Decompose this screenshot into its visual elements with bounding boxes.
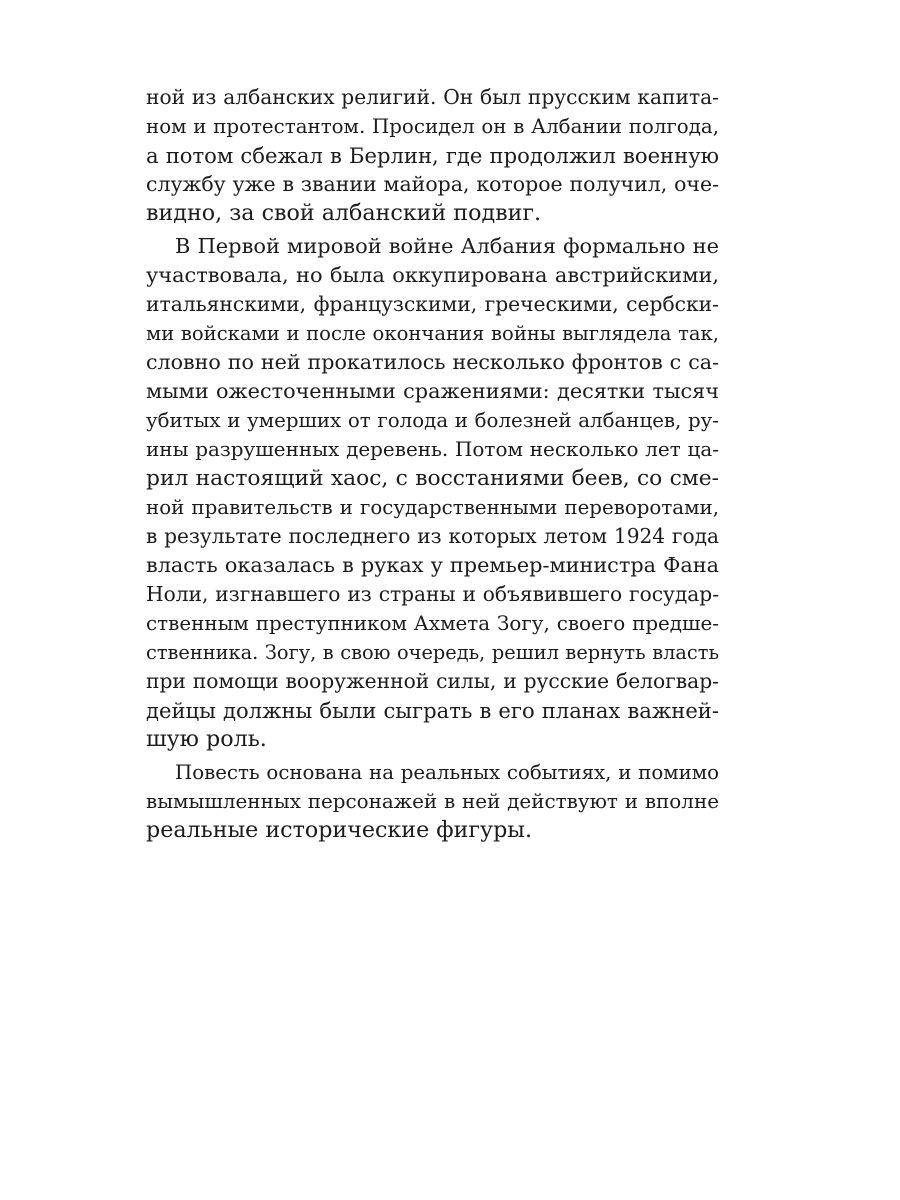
text-line: реальные исторические фигуры. (146, 817, 533, 843)
body-text (146, 83, 719, 845)
text-line: службу уже в звании майора, которое получил, оче- (146, 172, 719, 196)
text-line: ственным преступником Ахмета Зогу, своего предше- (146, 612, 719, 635)
text-line: власть оказалась в руках у премьер-министра Фана (146, 553, 719, 577)
text-line: Повесть основана на реальных событиях, и помимо (175, 761, 719, 784)
text-line: В Первой мировой войне Албания формально не (175, 234, 719, 258)
text-line: дейцы должны были сыграть в его планах важней- (146, 698, 719, 723)
text-line: ины разрушенных деревень. Потом несколько лет ца- (146, 437, 719, 461)
text-line: видно, за свой албанский подвиг. (146, 200, 542, 226)
text-line: участвовала, но была оккупирована австрийскими, (146, 263, 719, 287)
text-line: шую роль. (146, 726, 267, 752)
text-line: словно по ней прокатилось несколько фронтов с са- (146, 350, 719, 374)
text-line: ной из албанских религий. Он был прусским капита- (146, 85, 719, 109)
text-line: вымышленных персонажей в ней действуют и вполне (146, 790, 719, 813)
text-line: в результате последнего из которых летом 1924 года (146, 524, 719, 548)
text-line: ми войсками и после окончания войны выглядела так, (146, 322, 719, 345)
paragraph-1 (146, 83, 719, 228)
text-line: Ноли, изгнавшего из страны и объявившего государ- (146, 582, 719, 606)
text-line: ном и протестантом. Просидел он в Албании полгода, (146, 115, 719, 138)
paragraph-2 (146, 232, 719, 754)
text-line: ной правительств и государственными переворотами, (146, 496, 719, 519)
paragraph-3 (146, 758, 719, 845)
text-line: убитых и умерших от голода и болезней албанцев, ру- (146, 409, 719, 432)
text-line: при помощи вооруженной силы, и русские белогвар- (146, 669, 719, 693)
text-line: рил настоящий хаос, с восстаниями беев, со сме- (146, 466, 719, 491)
text-line: ственника. Зогу, в свою очередь, решил вернуть власть (146, 641, 719, 664)
text-line: итальянскими, французскими, греческими, сербски- (146, 292, 719, 316)
text-line: а потом сбежал в Берлин, где продолжил военную (146, 143, 719, 168)
text-line: мыми ожесточенными сражениями: десятки тысяч (146, 379, 719, 403)
